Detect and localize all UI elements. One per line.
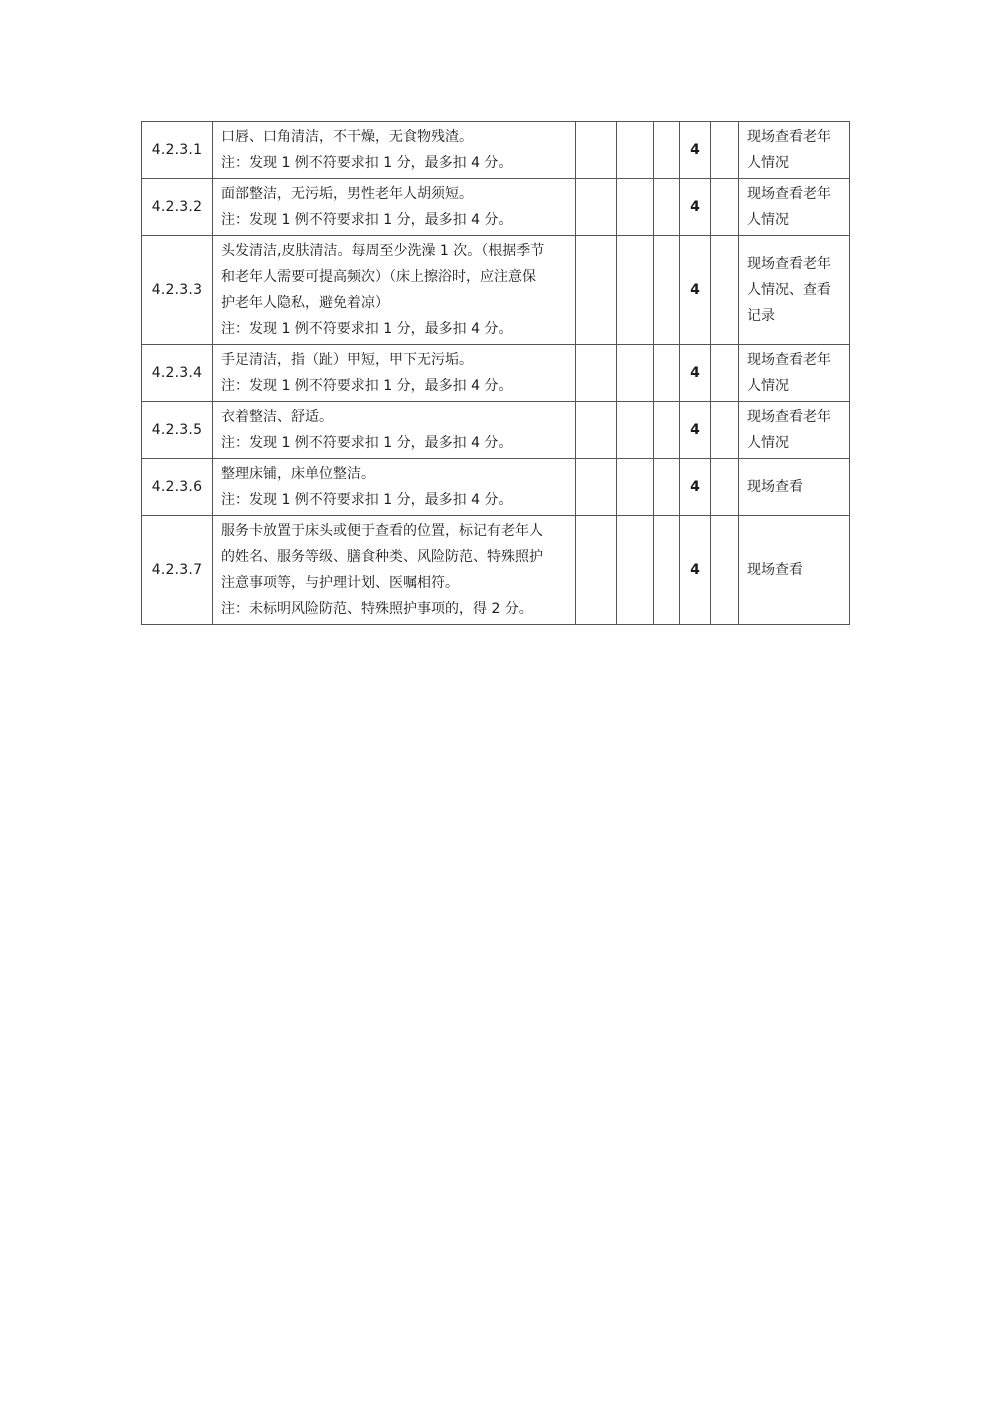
max-score: 4 <box>680 179 711 236</box>
table-row <box>142 345 850 402</box>
table-row <box>142 236 850 345</box>
item-id: 4.2.3.4 <box>142 345 213 402</box>
check-method: 现场查看老年 人情况 <box>739 402 850 459</box>
item-description: 口唇、口角清洁，不干燥，无食物残渣。 注：发现 1 例不符要求扣 1 分，最多扣 4 分。 <box>213 122 576 179</box>
score-cell-empty <box>654 345 680 402</box>
item-id: 4.2.3.6 <box>142 459 213 516</box>
table-row <box>142 459 850 516</box>
max-score: 4 <box>680 345 711 402</box>
check-method: 现场查看 <box>739 459 850 516</box>
score-cell-empty <box>576 516 617 625</box>
item-description: 整理床铺，床单位整洁。 注：发现 1 例不符要求扣 1 分，最多扣 4 分。 <box>213 459 576 516</box>
score-cell-empty <box>576 345 617 402</box>
score-cell-empty <box>576 122 617 179</box>
check-method: 现场查看老年 人情况、查看 记录 <box>739 236 850 345</box>
max-score: 4 <box>680 402 711 459</box>
item-id: 4.2.3.5 <box>142 402 213 459</box>
check-method: 现场查看老年 人情况 <box>739 345 850 402</box>
score-cell-empty <box>617 516 654 625</box>
item-description: 手足清洁，指（趾）甲短，甲下无污垢。 注：发现 1 例不符要求扣 1 分，最多扣 4 分。 <box>213 345 576 402</box>
table-row <box>142 402 850 459</box>
max-score: 4 <box>680 236 711 345</box>
evaluation-table <box>141 121 850 625</box>
table-row <box>142 122 850 179</box>
max-score: 4 <box>680 516 711 625</box>
table-row <box>142 516 850 625</box>
score-cell-empty <box>711 179 739 236</box>
score-cell-empty <box>654 459 680 516</box>
check-method: 现场查看 <box>739 516 850 625</box>
score-cell-empty <box>654 236 680 345</box>
item-description: 头发清洁,皮肤清洁。每周至少洗澡 1 次。（根据季节 和老年人需要可提高频次）（床上擦浴时，应注意保 护老年人隐私，避免着凉） 注：发现 1 例不符要求扣 1 分，最多扣 4 分。 <box>213 236 576 345</box>
score-cell-empty <box>576 236 617 345</box>
score-cell-empty <box>576 402 617 459</box>
score-cell-empty <box>617 179 654 236</box>
item-id: 4.2.3.2 <box>142 179 213 236</box>
score-cell-empty <box>617 122 654 179</box>
item-id: 4.2.3.1 <box>142 122 213 179</box>
item-description: 衣着整洁、舒适。 注：发现 1 例不符要求扣 1 分，最多扣 4 分。 <box>213 402 576 459</box>
score-cell-empty <box>711 516 739 625</box>
score-cell-empty <box>711 402 739 459</box>
table-row <box>142 179 850 236</box>
item-description: 服务卡放置于床头或便于查看的位置，标记有老年人 的姓名、服务等级、膳食种类、风险防范、特殊照护 注意事项等，与护理计划、医嘱相符。 注：未标明风险防范、特殊照护事项的，得 2 分。 <box>213 516 576 625</box>
score-cell-empty <box>576 179 617 236</box>
score-cell-empty <box>654 179 680 236</box>
score-cell-empty <box>617 402 654 459</box>
score-cell-empty <box>617 236 654 345</box>
score-cell-empty <box>711 236 739 345</box>
score-cell-empty <box>654 516 680 625</box>
max-score: 4 <box>680 459 711 516</box>
score-cell-empty <box>654 402 680 459</box>
check-method: 现场查看老年 人情况 <box>739 179 850 236</box>
score-cell-empty <box>617 459 654 516</box>
score-cell-empty <box>617 345 654 402</box>
score-cell-empty <box>711 459 739 516</box>
max-score: 4 <box>680 122 711 179</box>
score-cell-empty <box>711 345 739 402</box>
score-cell-empty <box>711 122 739 179</box>
check-method: 现场查看老年 人情况 <box>739 122 850 179</box>
score-cell-empty <box>576 459 617 516</box>
item-id: 4.2.3.7 <box>142 516 213 625</box>
item-description: 面部整洁，无污垢，男性老年人胡须短。 注：发现 1 例不符要求扣 1 分，最多扣 4 分。 <box>213 179 576 236</box>
item-id: 4.2.3.3 <box>142 236 213 345</box>
score-cell-empty <box>654 122 680 179</box>
